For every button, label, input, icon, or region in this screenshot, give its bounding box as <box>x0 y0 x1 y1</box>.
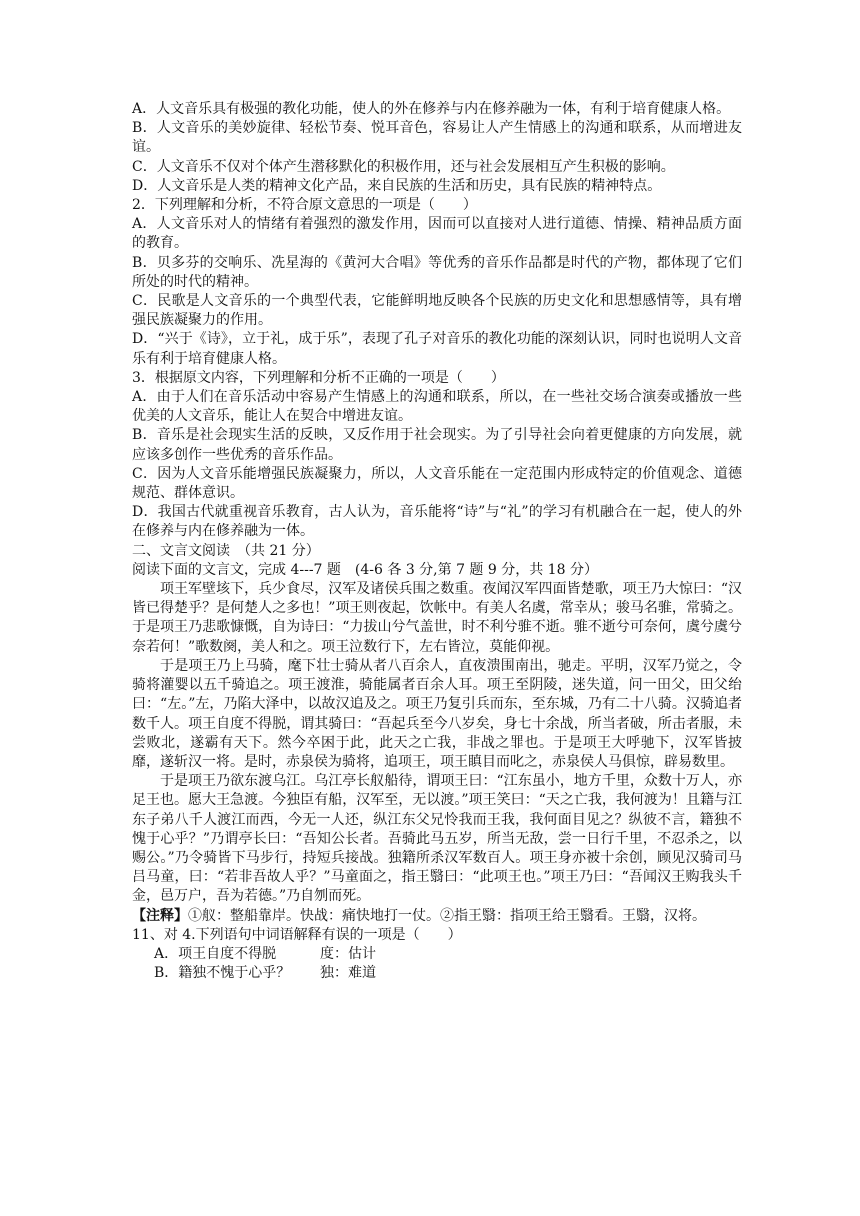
section-instruction: 阅读下面的文言文，完成 4---7 题 (4-6 各 3 分,第 7 题 9 分，共 18 分） <box>132 561 598 578</box>
q1-option-a: A．人文音乐具有极强的教化功能，使人的外在修养与内在修养融为一体，有利于培育健康人格。 <box>132 101 731 117</box>
annotation-label: 【注释】 <box>132 907 188 924</box>
q2-option-d: D．“兴于《诗》，立于礼，成于乐”，表现了孔子对音乐的教化功能的深刻认识，同时也说明人文音乐有利于培育健康人格。 <box>132 331 742 367</box>
q3-stem: 3．根据原文内容，下列理解和分析不正确的一项是（ ） <box>132 369 505 386</box>
q1-option-b: B．人文音乐的美妙旋律、轻松节奏、悦耳音色，容易让人产生情感上的沟通和联系，从而增进友谊。 <box>132 120 742 156</box>
document-page <box>132 100 742 983</box>
q3-option-d: D．我国古代就重视音乐教育，古人认为，音乐能将“诗”与“礼”的学习有机融合在一起，使人的外在修养与内在修养融为一体。 <box>132 504 742 540</box>
q3-option-c: C．因为人文音乐能增强民族凝聚力，所以，人文音乐能在一定范围内形成特定的价值观念、道德规范、群体意识。 <box>132 465 742 502</box>
q4-option-row <box>132 945 742 964</box>
q2-stem: 2．下列理解和分析，不符合原文意思的一项是（ ） <box>132 197 477 214</box>
passage-paragraph: 于是项王乃欲东渡乌江。乌江亭长舣船待，谓项王曰：“江东虽小，地方千里，众数十万人，亦足王也。愿大王急渡。今独臣有船，汉军至，无以渡。”项王笑曰：“天之亡我，我何渡为！且籍与江东子弟八千人渡江而西，今无一人还，纵江东父兄怜我而王我，我何面目见之？纵彼不言，籍独不愧于心乎？”乃谓亭长曰：“吾知公长者。吾骑此马五岁，所当无敌，尝一日行千里，不忍杀之，以赐公。”乃令骑皆下马步行，持短兵接战。独籍所杀汉军数百人。项王身亦被十余创，顾见汉骑司马吕马童，曰：“若非吾故人乎？”马童面之，指王翳曰：“此项王也。”项王乃曰：“吾闻汉王购我头千金，邑万户，吾为若德。”乃自刎而死。 <box>132 773 742 905</box>
q2-option-a: A．人文音乐对人的情绪有着强烈的激发作用，因而可以直接对人进行道德、情操、精神品质方面的教育。 <box>132 216 742 252</box>
q4-option-row <box>132 964 742 983</box>
q3-option-a: A．由于人们在音乐活动中容易产生情感上的沟通和联系，所以，在一些社交场合演奏或播放一些优美的人文音乐，能让人在契合中增进友谊。 <box>132 389 742 425</box>
section-title: 二、文言文阅读 （共 21 分） <box>132 542 320 559</box>
q2-option-c: C．民歌是人文音乐的一个典型代表，它能鲜明地反映各个民族的历史文化和思想感情等，具有增强民族凝聚力的作用。 <box>132 293 742 329</box>
q2-option-b: B．贝多芬的交响乐、冼星海的《黄河大合唱》等优秀的音乐作品都是时代的产物，都体现了它们所处的时代的精神。 <box>132 254 742 290</box>
q1-option-d: D．人文音乐是人类的精神文化产品，来自民族的生活和历史，具有民族的精神特点。 <box>132 177 662 194</box>
q3-option-b: B．音乐是社会现实生活的反映，又反作用于社会现实。为了引导社会向着更健康的方向发展，就应该多创作一些优秀的音乐作品。 <box>132 427 742 463</box>
q4-option-gloss: 独：难道 <box>320 965 376 982</box>
q4-stem: 11、对 4.下列语句中词语解释有误的一项是（ ） <box>132 926 462 943</box>
annotation <box>132 907 742 926</box>
q4-option-quote: A．项王自度不得脱 <box>154 945 277 962</box>
passage-paragraph: 于是项王乃上马骑，麾下壮士骑从者八百余人，直夜溃围南出，驰走。平明，汉军乃觉之，令骑将灌婴以五千骑追之。项王渡淮，骑能属者百余人耳。项王至阴陵，迷失道，问一田父，田父绐曰：“左。”左，乃陷大泽中，以故汉追及之。项王乃复引兵而东，至东城，乃有二十八骑。汉骑追者数千人。项王自度不得脱，谓其骑曰：“吾起兵至今八岁矣，身七十余战，所当者破，所击者服，未尝败北，遂霸有天下。然今卒困于此，此天之亡我，非战之罪也。于是项王大呼驰下，汉军皆披靡，遂斩汉一将。是时，赤泉侯为骑将，追项王，项王瞋目而叱之，赤泉侯人马俱惊，辟易数里。 <box>132 657 742 770</box>
passage-paragraph: 项王军壁垓下，兵少食尽，汉军及诸侯兵围之数重。夜闻汉军四面皆楚歌，项王乃大惊曰：“汉皆已得楚乎？是何楚人之多也！”项王则夜起，饮帐中。有美人名虞，常幸从；骏马名骓，常骑之。于是项王乃悲歌慷慨，自为诗曰：“力拔山兮气盖世，时不利兮骓不逝。骓不逝兮可奈何，虞兮虞兮奈若何！”歌数阕，美人和之。项王泣数行下，左右皆泣，莫能仰视。 <box>132 581 742 655</box>
q1-option-c: C．人文音乐不仅对个体产生潜移默化的积极作用，还与社会发展相互产生积极的影响。 <box>132 158 675 175</box>
q4-option-quote: B．籍独不愧于心乎？ <box>154 965 291 982</box>
q4-option-gloss: 度：估计 <box>320 945 376 962</box>
annotation-text: ①舣：整船靠岸。快战：痛快地打一仗。②指王翳：指项王给王翳看。王翳，汉将。 <box>188 907 706 924</box>
